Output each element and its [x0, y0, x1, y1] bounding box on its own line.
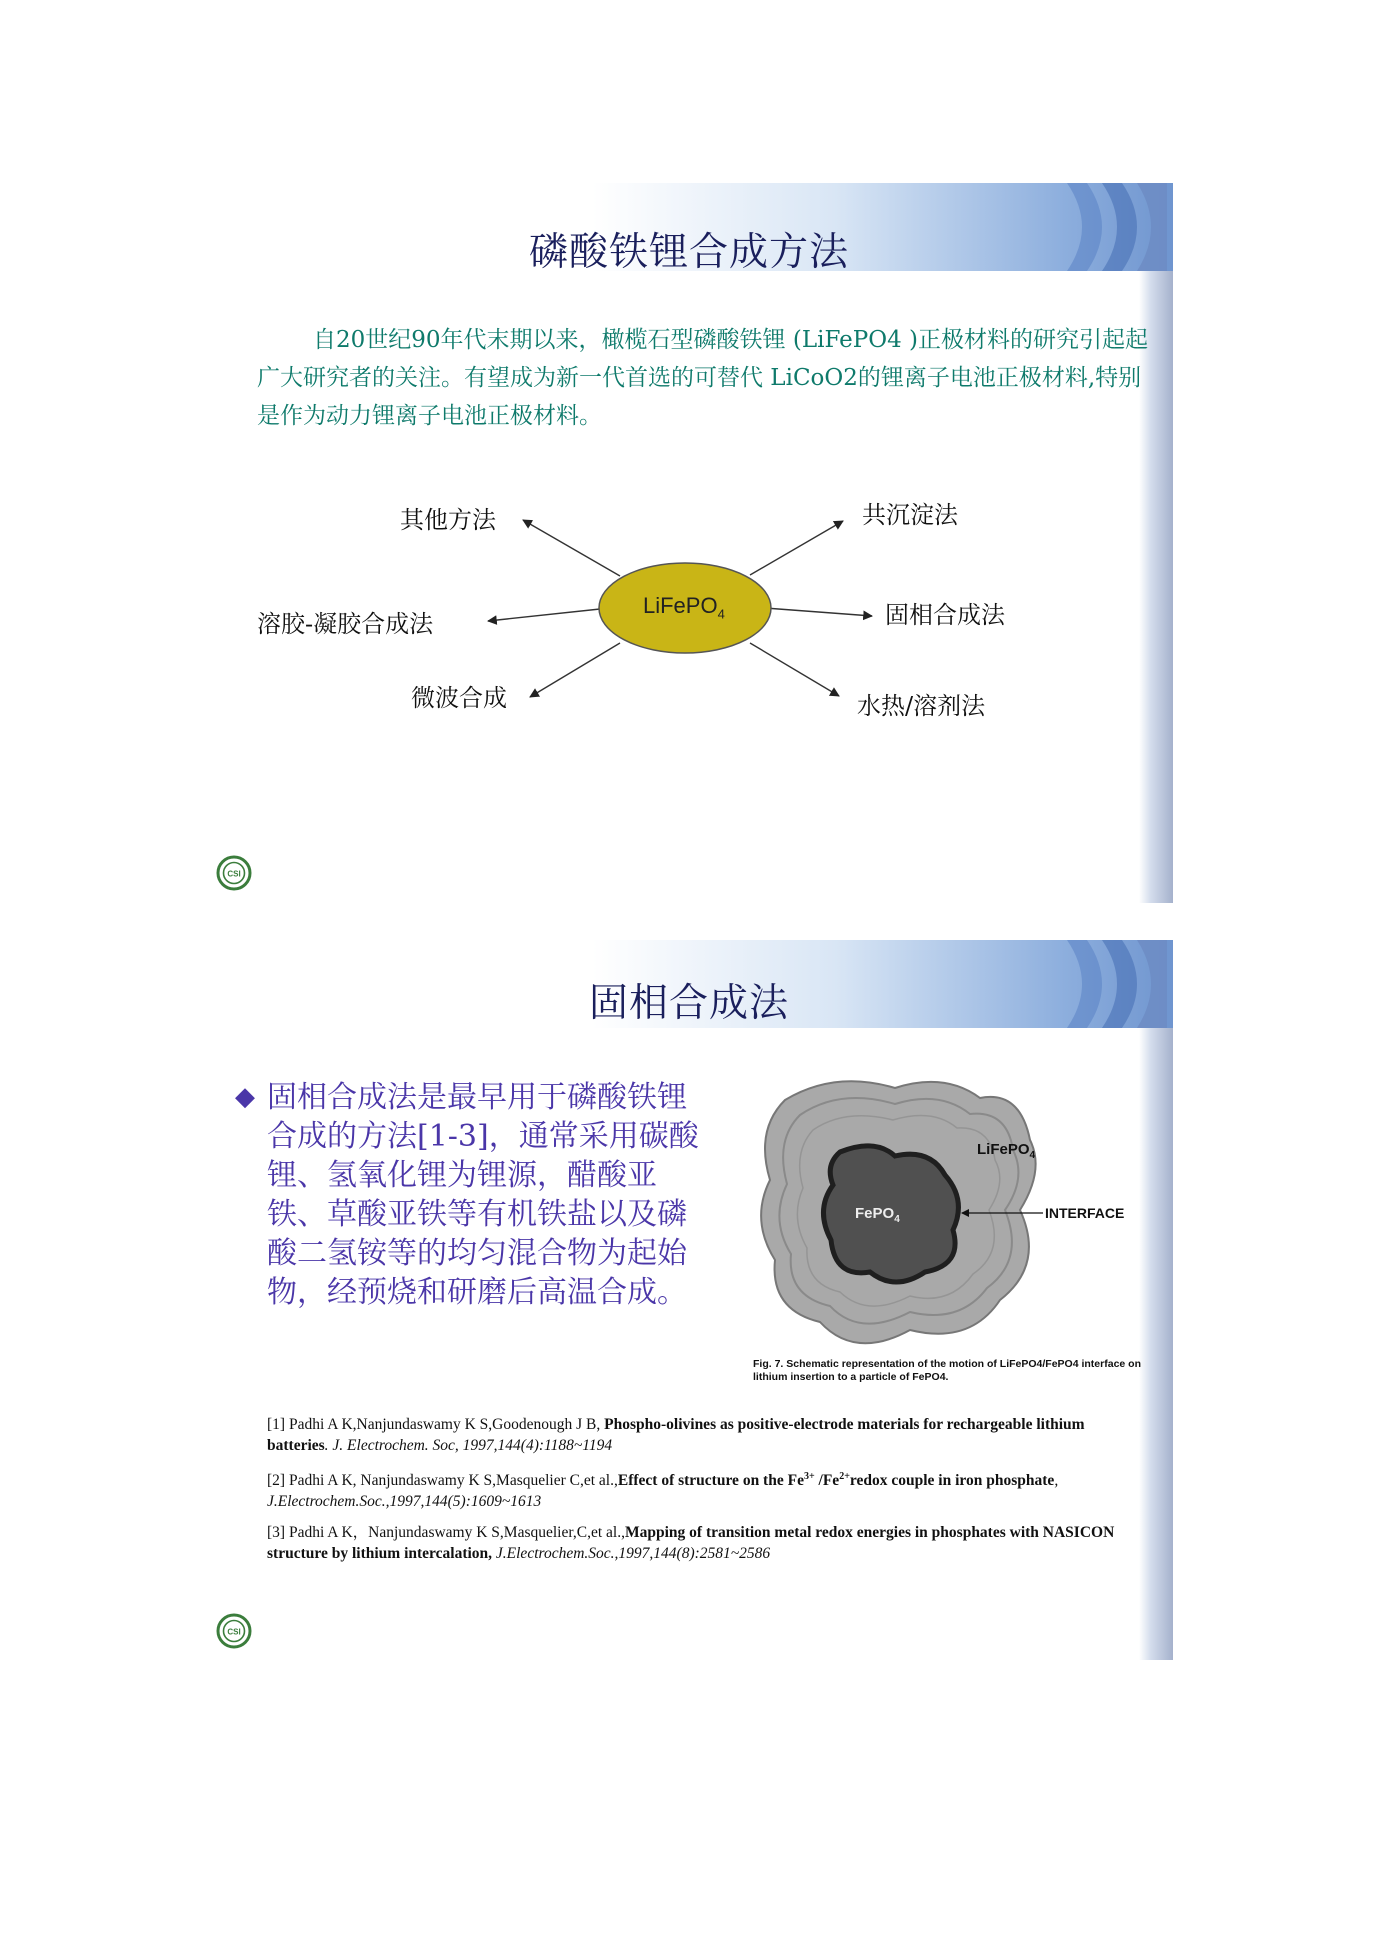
- center-label: LiFePO$_4$: [643, 593, 725, 622]
- slide-title: 磷酸铁锂合成方法: [528, 230, 849, 275]
- methods-diagram: [205, 483, 1173, 783]
- figure-label-interface: INTERFACE: [1045, 1205, 1125, 1221]
- bullet-diamond-icon: ◆: [235, 1082, 255, 1112]
- method-coprecipitation: 共沉淀法: [862, 501, 958, 529]
- svg-text:CSI: CSI: [227, 869, 241, 879]
- references: [267, 1414, 1127, 1574]
- reference-3: [3] Padhi A K，Nanjundaswamy K S,Masquelier,C,et al.,Mapping of transition metal redox energies in phosphates with NASICON structure by lithium intercalation, J.Electrochem.Soc.,1997,144(8):2581~2586: [267, 1524, 1115, 1563]
- figure-label-fepo4: FePO$_4$: [855, 1205, 900, 1225]
- method-solid-phase: 固相合成法: [885, 601, 1005, 629]
- svg-text:CSI: CSI: [227, 1627, 241, 1637]
- slide-title: 固相合成法: [588, 981, 789, 1026]
- figure-label-lifepo4: LiFePO$_4$: [977, 1141, 1036, 1161]
- interface-figure: [745, 1060, 1145, 1360]
- reference-2: [2] Padhi A K, Nanjundaswamy K S,Masquelier C,et al.,Effect of structure on the $Fe^{3+}$ $/Fe^{2+}redox$ couple in iron phosphate, J.Electrochem.Soc.,1997,144(5):1609~1613: [267, 1471, 1059, 1511]
- slide-1: [205, 183, 1173, 903]
- reference-1: [1] Padhi A K,Nanjundaswamy K S,Goodenough J B, Phospho-olivines as positive-electrode materials for rechargeable lithium batteries. J. Electrochem. Soc, 1997,144(4):1188~1194: [267, 1416, 1085, 1454]
- bullet-text: 固相合成法是最早用于磷酸铁锂合成的方法[1-3]，通常采用碳酸锂、氢氧化锂为锂源，醋酸亚铁、草酸亚铁等有机铁盐以及磷酸二氢铵等的均匀混合物为起始物，经预烧和研磨后高温合成。: [267, 1080, 699, 1310]
- slide-2: [205, 940, 1173, 1660]
- institution-logo-icon: [216, 855, 252, 891]
- institution-logo-icon: [216, 1613, 252, 1649]
- method-microwave: 微波合成: [411, 684, 507, 712]
- figure-caption: Fig. 7. Schematic representation of the motion of LiFePO4/FePO4 interface on lithium insertion to a particle of FePO4.: [753, 1358, 1141, 1383]
- method-other: 其他方法: [400, 506, 496, 534]
- method-sol-gel: 溶胶-凝胶合成法: [257, 610, 434, 638]
- bullet-paragraph: [235, 1078, 705, 1312]
- method-hydrothermal: 水热/溶剂法: [857, 692, 986, 720]
- intro-paragraph: 自20世纪90年代末期以来，橄榄石型磷酸铁锂 (LiFePO4 )正极材料的研究引起起广大研究者的关注。有望成为新一代首选的可替代 LiCoO2的锂离子电池正极材料,特别是作为动力锂离子电池正极材料。: [257, 327, 1149, 429]
